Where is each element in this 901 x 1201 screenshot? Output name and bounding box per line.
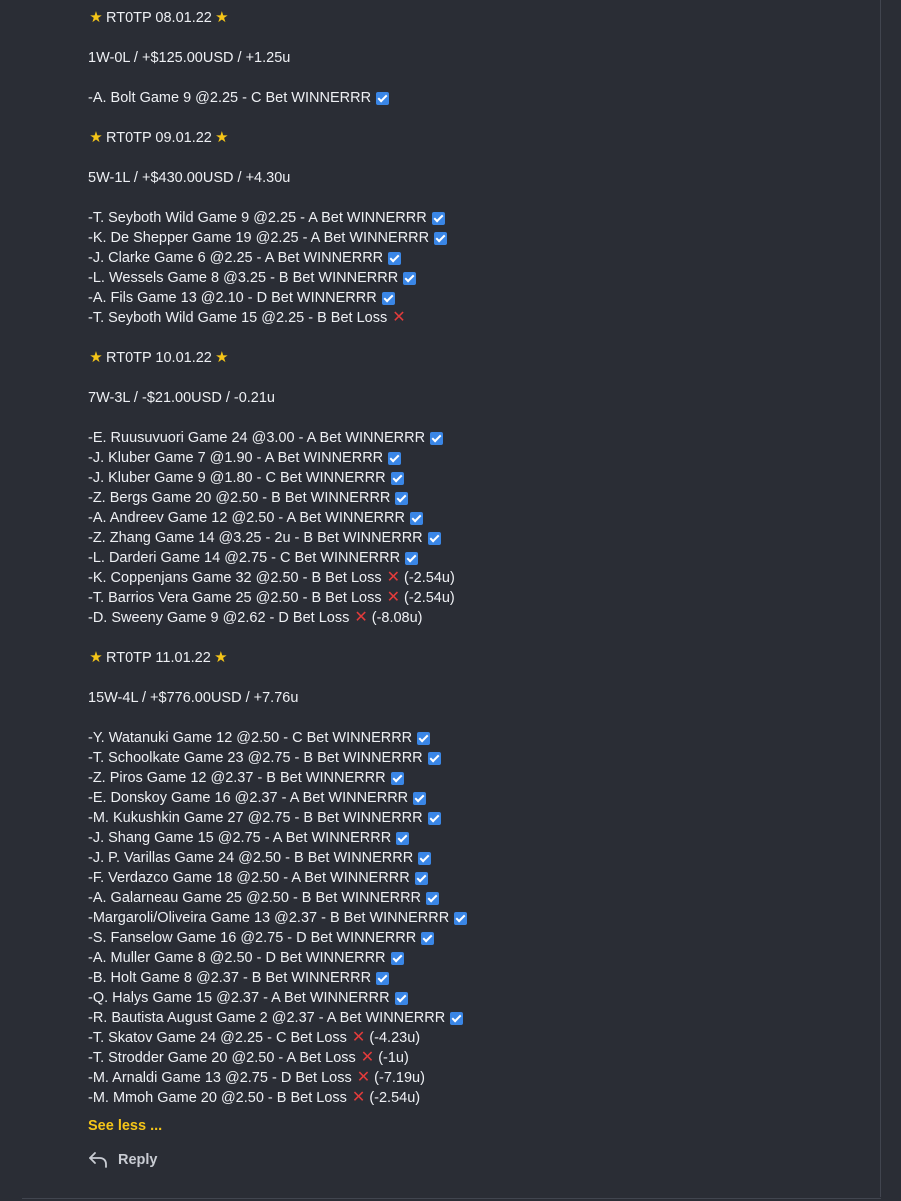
bet-loss-units: (-7.19u) [374, 1070, 425, 1086]
blank-line [88, 68, 868, 88]
cross-mark-icon: ✕ [356, 1069, 371, 1086]
blank-line [88, 188, 868, 208]
check-box-icon [403, 272, 416, 285]
check-box-icon [396, 832, 409, 845]
bet-text: -E. Donskoy Game 16 @2.37 - A Bet WINNERRR [88, 790, 409, 806]
check-box-icon [388, 452, 401, 465]
bet-text: -A. Muller Game 8 @2.50 - D Bet WINNERRR [88, 950, 386, 966]
bet-text: -A. Bolt Game 9 @2.25 - C Bet WINNERRR [88, 90, 372, 106]
day-summary: 15W-4L / +$776.00USD / +7.76u [88, 690, 299, 706]
day-summary: 7W-3L / -$21.00USD / -0.21u [88, 390, 275, 406]
day-header [88, 8, 868, 28]
bet-text: -M. Mmoh Game 20 @2.50 - B Bet Loss [88, 1090, 347, 1106]
check-box-icon [382, 292, 395, 305]
bet-text: -T. Seyboth Wild Game 15 @2.25 - B Bet Loss [88, 310, 388, 326]
check-box-icon [430, 432, 443, 445]
bet-row [88, 728, 868, 748]
check-box-icon [434, 232, 447, 245]
check-box-icon [428, 752, 441, 765]
bet-row [88, 788, 868, 808]
check-box-icon [432, 212, 445, 225]
check-box-icon [417, 732, 430, 745]
star-icon: ★ [215, 349, 229, 366]
bet-row [88, 428, 868, 448]
blank-line [88, 368, 868, 388]
star-icon: ★ [215, 129, 229, 146]
day-header-text: RT0TP 08.01.22 [106, 10, 212, 26]
cross-mark-icon: ✕ [386, 589, 400, 606]
bet-row [88, 1048, 868, 1068]
reply-label: Reply [118, 1152, 158, 1168]
bet-row [88, 1068, 868, 1088]
bet-text: -T. Strodder Game 20 @2.50 - A Bet Loss [88, 1050, 356, 1066]
reply-arrow-icon [88, 1151, 108, 1169]
day-header-text: RT0TP 10.01.22 [106, 350, 212, 366]
bet-row [88, 568, 868, 588]
bet-text: -M. Arnaldi Game 13 @2.75 - D Bet Loss [88, 1070, 352, 1086]
blank-line [88, 408, 868, 428]
blank-line [88, 628, 868, 648]
check-box-icon [410, 512, 423, 525]
blank-line [88, 108, 868, 128]
cross-mark-icon: ✕ [360, 1049, 375, 1066]
check-box-icon [418, 852, 431, 865]
bet-row [88, 968, 868, 988]
bet-text: -R. Bautista August Game 2 @2.37 - A Bet WINNERRR [88, 1010, 446, 1026]
check-box-icon [426, 892, 439, 905]
day-summary: 5W-1L / +$430.00USD / +4.30u [88, 170, 291, 186]
bet-row [88, 268, 868, 288]
check-box-icon [428, 812, 441, 825]
card-bottom-divider [22, 1198, 881, 1199]
bet-row [88, 908, 868, 928]
cross-mark-icon: ✕ [386, 569, 401, 586]
bet-text: -A. Andreev Game 12 @2.50 - A Bet WINNERRR [88, 510, 405, 526]
bet-row [88, 1088, 868, 1108]
bet-row [88, 748, 868, 768]
bet-row [88, 1028, 868, 1048]
bet-row [88, 308, 868, 328]
check-box-icon [450, 1012, 463, 1025]
bet-text: -L. Darderi Game 14 @2.75 - C Bet WINNERRR [88, 550, 401, 566]
bet-text: -J. Clarke Game 6 @2.25 - A Bet WINNERRR [88, 250, 384, 266]
bet-row [88, 1008, 868, 1028]
bet-text: -Q. Halys Game 15 @2.37 - A Bet WINNERRR [88, 990, 390, 1006]
bet-row [88, 488, 868, 508]
bet-text: -M. Kukushkin Game 27 @2.75 - B Bet WINNERRR [88, 810, 423, 826]
bet-text: -D. Sweeny Game 9 @2.62 - D Bet Loss [88, 610, 350, 626]
bet-text: -J. Shang Game 15 @2.75 - A Bet WINNERRR [88, 830, 392, 846]
bet-row [88, 768, 868, 788]
see-less-link[interactable]: See less ... [88, 1118, 163, 1134]
bet-text: -Y. Watanuki Game 12 @2.50 - C Bet WINNERRR [88, 730, 413, 746]
bet-row [88, 528, 868, 548]
check-box-icon [454, 912, 467, 925]
bet-text: -A. Galarneau Game 25 @2.50 - B Bet WINNERRR [88, 890, 422, 906]
bet-text: -K. Coppenjans Game 32 @2.50 - B Bet Loss [88, 570, 382, 586]
check-box-icon [395, 992, 408, 1005]
card-right-border [880, 0, 881, 1197]
bet-text: -S. Fanselow Game 16 @2.75 - D Bet WINNERRR [88, 930, 417, 946]
day-header-text: RT0TP 11.01.22 [106, 650, 211, 666]
blank-line [88, 28, 868, 48]
bet-row [88, 548, 868, 568]
check-box-icon [395, 492, 408, 505]
bet-text: -T. Seyboth Wild Game 9 @2.25 - A Bet WINNERRR [88, 210, 427, 226]
day-header [88, 648, 868, 668]
blank-line [88, 328, 868, 348]
blank-line [88, 148, 868, 168]
bet-text: -K. De Shepper Game 19 @2.25 - A Bet WINNERRR [88, 230, 430, 246]
bet-row [88, 468, 868, 488]
bet-loss-units: (-2.54u) [403, 590, 455, 606]
bet-row [88, 828, 868, 848]
bet-row [88, 288, 868, 308]
bet-loss-units: (-4.23u) [369, 1030, 421, 1046]
star-icon: ★ [89, 129, 103, 146]
check-box-icon [428, 532, 441, 545]
bet-row [88, 208, 868, 228]
bet-row [88, 868, 868, 888]
star-icon: ★ [89, 649, 103, 666]
check-box-icon [376, 92, 389, 105]
bet-row [88, 448, 868, 468]
blank-line [88, 668, 868, 688]
check-box-icon [415, 872, 428, 885]
bet-text: -J. P. Varillas Game 24 @2.50 - B Bet WINNERRR [88, 850, 414, 866]
bet-loss-units: (-2.54u) [369, 1090, 421, 1106]
blank-line [88, 708, 868, 728]
check-box-icon [391, 472, 404, 485]
cross-mark-icon: ✕ [351, 1029, 366, 1046]
bet-text: -E. Ruusuvuori Game 24 @3.00 - A Bet WINNERRR [88, 430, 426, 446]
bet-text: -B. Holt Game 8 @2.37 - B Bet WINNERRR [88, 970, 372, 986]
bet-row [88, 248, 868, 268]
bet-row [88, 988, 868, 1008]
bet-row [88, 948, 868, 968]
cross-mark-icon: ✕ [354, 609, 368, 626]
bet-text: -T. Skatov Game 24 @2.25 - C Bet Loss [88, 1030, 347, 1046]
star-icon: ★ [214, 649, 228, 666]
day-header [88, 128, 868, 148]
check-box-icon [388, 252, 401, 265]
bet-row [88, 88, 868, 108]
bet-row [88, 808, 868, 828]
cross-mark-icon: ✕ [351, 1089, 366, 1106]
bet-row [88, 228, 868, 248]
bet-loss-units: (-8.08u) [371, 610, 423, 626]
star-icon: ★ [89, 9, 103, 26]
check-box-icon [421, 932, 434, 945]
bet-loss-units: (-2.54u) [404, 570, 455, 586]
comment-body [88, 8, 868, 1108]
bet-text: -A. Fils Game 13 @2.10 - D Bet WINNERRR [88, 290, 377, 306]
bet-row [88, 588, 868, 608]
star-icon: ★ [215, 9, 229, 26]
check-box-icon [391, 772, 404, 785]
check-box-icon [413, 792, 426, 805]
bet-row [88, 508, 868, 528]
bet-row [88, 848, 868, 868]
reply-button[interactable] [88, 1148, 158, 1172]
cross-mark-icon: ✕ [392, 309, 406, 326]
bet-row [88, 608, 868, 628]
check-box-icon [391, 952, 404, 965]
day-summary: 1W-0L / +$125.00USD / +1.25u [88, 50, 291, 66]
check-box-icon [405, 552, 418, 565]
bet-text: -Margaroli/Oliveira Game 13 @2.37 - B Bet WINNERRR [88, 910, 450, 926]
bet-row [88, 888, 868, 908]
bet-row [88, 928, 868, 948]
bet-text: -T. Schoolkate Game 23 @2.75 - B Bet WINNERRR [88, 750, 423, 766]
star-icon: ★ [89, 349, 103, 366]
bet-text: -J. Kluber Game 9 @1.80 - C Bet WINNERRR [88, 470, 386, 486]
bet-text: -Z. Piros Game 12 @2.37 - B Bet WINNERRR [88, 770, 386, 786]
day-header [88, 348, 868, 368]
bet-text: -Z. Zhang Game 14 @3.25 - 2u - B Bet WINNERRR [88, 530, 423, 546]
day-header-text: RT0TP 09.01.22 [106, 130, 212, 146]
bet-text: -T. Barrios Vera Game 25 @2.50 - B Bet Loss [88, 590, 382, 606]
bet-text: -L. Wessels Game 8 @3.25 - B Bet WINNERRR [88, 270, 399, 286]
bet-text: -J. Kluber Game 7 @1.90 - A Bet WINNERRR [88, 450, 384, 466]
bet-text: -Z. Bergs Game 20 @2.50 - B Bet WINNERRR [88, 490, 391, 506]
bet-text: -F. Verdazco Game 18 @2.50 - A Bet WINNERRR [88, 870, 410, 886]
bet-loss-units: (-1u) [378, 1050, 409, 1066]
check-box-icon [376, 972, 389, 985]
